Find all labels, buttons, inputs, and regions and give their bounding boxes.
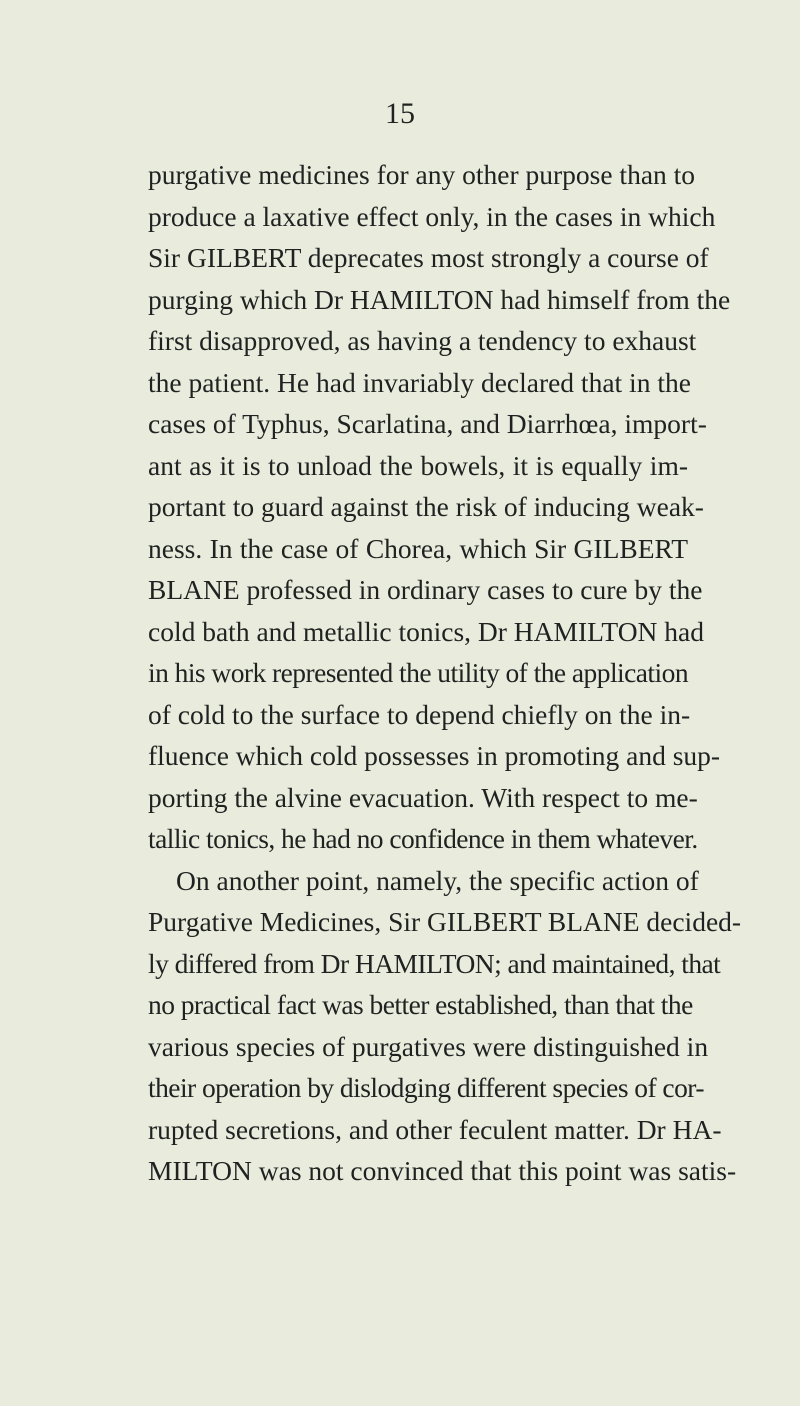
text-line-paragraph-end: tallic tonics, he had no confidence in them whatever. [148,823,698,854]
text-line: produce a laxative effect only, in the cases in which [148,200,716,232]
text-line: porting the alvine evacuation. With respect to me- [148,781,698,813]
text-line: in his work represented the utility of the application [148,657,689,688]
text-line: purging which Dr HAMILTON had himself from the [148,283,731,315]
text-line: ant as it is to unload the bowels, it is equally im- [148,449,688,481]
text-line: Purgative Medicines, Sir GILBERT BLANE decided- [148,906,742,937]
text-line-paragraph-start: On another point, namely, the specific action of [176,864,699,896]
text-line: ly differed from Dr HAMILTON; and maintained, that [148,947,721,979]
text-line: Sir GILBERT deprecates most strongly a course of [148,242,709,273]
text-line: various species of purgatives were distinguished in [148,1030,709,1062]
text-line: rupted secretions, and other feculent matter. Dr HA- [148,1113,722,1145]
text-line: of cold to the surface to depend chiefly on the in- [148,698,691,730]
text-line: cases of Typhus, Scarlatina, and Diarrhœa, import- [148,408,707,439]
text-line: cold bath and metallic tonics, Dr HAMILTON had [148,615,705,647]
text-line: ness. In the case of Chorea, which Sir GILBERT [148,532,688,564]
text-line: no practical fact was better established, than that the [148,989,693,1020]
text-line: portant to guard against the risk of inducing weak- [148,491,704,522]
text-line: the patient. He had invariably declared that in the [148,366,691,398]
page-number: 15 [385,97,415,130]
text-line: their operation by dislodging different species of cor- [148,1072,704,1103]
body-text [148,154,742,1192]
text-line: MILTON was not convinced that this point was satis- [148,1155,737,1186]
text-line: first disapproved, as having a tendency to exhaust [148,325,697,356]
text-line: purgative medicines for any other purpose than to [148,159,696,190]
text-line: fluence which cold possesses in promoting and sup- [148,740,721,771]
text-line: BLANE professed in ordinary cases to cure by the [148,574,703,605]
